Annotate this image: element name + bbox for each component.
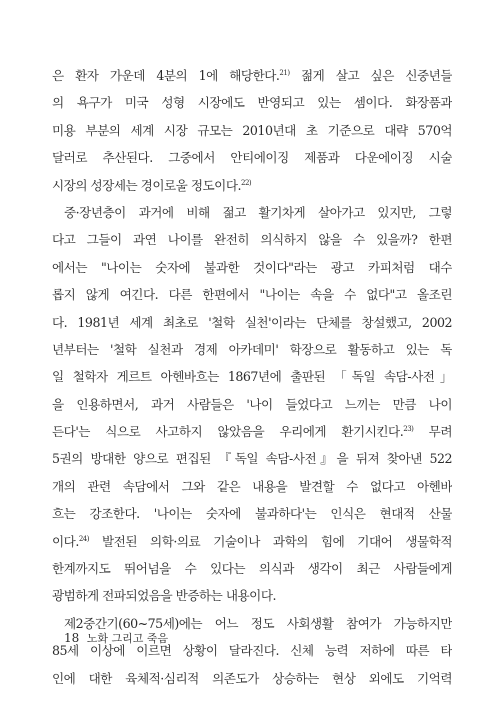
text-line: 중·장년층이 과거에 비해 젊고 활기차게 살아가고 있지만, 그렇 bbox=[64, 204, 452, 220]
footnote-ref: 24) bbox=[78, 534, 89, 543]
running-title: 노화 그리고 죽음 bbox=[86, 632, 169, 645]
text-line: 은 환자 가운데 4분의 1에 해당한다.$^{21)}$ 젊게 살고 싶은 신중년들 bbox=[52, 68, 452, 83]
footnote-ref: 21) bbox=[279, 69, 290, 77]
text-line: 시장의 성장세는 경이로울 정도이다.$^{22)}$ bbox=[52, 177, 252, 193]
text-line: 한계까지도 뛰어넘을 수 있다는 의식과 생각이 최근 사람들에게 bbox=[52, 561, 452, 577]
text-line: 이다.$^{24)}$ 발전된 의학·의료 기술이나 과학의 힘에 기대어 생물학적 bbox=[52, 533, 452, 549]
text-line: 의 욕구가 미국 성형 시장에도 반영되고 있는 셈이다. 화장품과 bbox=[52, 95, 452, 111]
text-line: 일 철학자 게르트 아헨바흐는 1867년에 출판된 「독일 속담-사전」 bbox=[52, 369, 452, 385]
body-text bbox=[52, 62, 452, 692]
text-line: 다고 그들이 과연 나이를 완전히 의식하지 않을 수 있을까? 한편 bbox=[52, 232, 452, 248]
text-line: 롭지 않게 여긴다. 다른 한편에서 "나이는 속을 수 없다"고 올조린 bbox=[52, 287, 452, 303]
text-line: 미용 부분의 세계 시장 규모는 2010년대 초 기준으로 대략 570억 bbox=[52, 122, 452, 138]
text-line: 에서는 "나이는 숫자에 불과한 것이다"라는 광고 카피처럼 대수 bbox=[52, 259, 452, 275]
text-line: 든다'는 식으로 사고하지 않았음을 우리에게 환기시킨다.$^{23)}$ 무려 bbox=[52, 424, 452, 440]
text-line: 5권의 방대한 양으로 편집된 『독일 속담-사전』을 뒤져 찾아낸 522 bbox=[52, 451, 452, 467]
page-number: 18 bbox=[64, 631, 80, 645]
text-line: 인에 대한 육체적·심리적 의존도가 상승하는 현상 외에도 기억력 bbox=[52, 670, 452, 686]
text-line: 흐는 강조한다. '나이는 숫자에 불과하다'는 인식은 현대적 산물 bbox=[52, 506, 452, 522]
text-line: 제2중간기(60~75세)에는 어느 정도 사회생활 참여가 가능하지만 bbox=[64, 615, 452, 631]
text-line: 85세 이상에 이르면 상황이 달라진다. 신체 능력 저하에 따른 타 bbox=[52, 643, 452, 659]
text-line: 광범하게 전파되었음을 반증하는 내용이다. bbox=[52, 588, 276, 604]
text-line: 다. 1981년 세계 최초로 '철학 실천'이라는 단체를 창설했고, 2002 bbox=[52, 314, 452, 330]
text-line: 년부터는 '철학 실천과 경제 아카데미' 학장으로 활동하고 있는 독 bbox=[52, 341, 452, 357]
footnote-ref: 22) bbox=[241, 178, 252, 187]
text-line: 을 인용하면서, 과거 사람들은 '나이 들었다고 느끼는 만큼 나이 bbox=[52, 396, 452, 412]
text-line: 달러로 추산된다. 그중에서 안티에이징 제품과 다운에이징 시술 bbox=[52, 150, 452, 166]
page-footer bbox=[64, 630, 168, 646]
footnote-ref: 23) bbox=[403, 425, 414, 434]
text-line: 개의 관련 속담에서 그와 같은 내용을 발견할 수 없다고 아헨바 bbox=[52, 478, 452, 494]
